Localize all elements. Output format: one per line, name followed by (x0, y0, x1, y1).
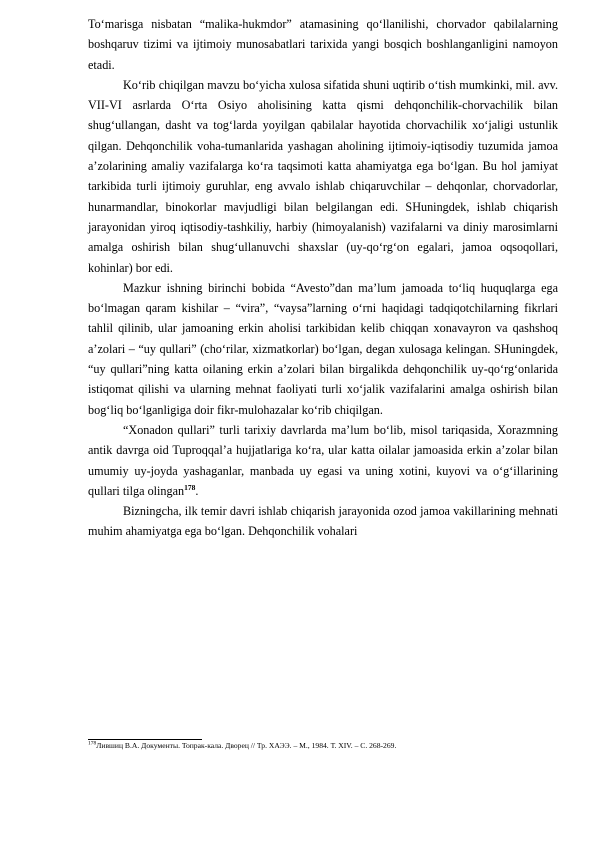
paragraph-2-text: Ko‘rib chiqilgan mavzu bo‘yicha xulosa sifatida shuni uqtirib o‘tish mumkinki, mil. avv. VII-VI asrlarda O‘rta Osiyo aholisining katta qismi dehqonchilik-chorvachilik bilan shug‘ullangan, dasht va tog‘larda yoyilgan qabilalar hayotida chorvachilik xo‘jaligi ustunlik qilgan. Dehqonchilik voha-tumanlarida yashagan aholining ijtimoiy-iqtisodiy tuzumida jamoa a’zolarining amaliy vazifalarga ko‘ra taqsimoti katta ahamiyatga ega bo‘lgan. Bu hol jamiyat tarkibida turli ijtimoiy guruhlar, eng avvalo ishlab chiqaruvchilar – dehqonlar, chorvadorlar, hunarmandlar, binokorlar mavjudligi bilan belgilangan edi. SHuningdek, ishlab chiqarish jarayonidan yiroq iqtisodiy-tashkiliy, harbiy (himoyalanish) vazifalarni va diniy marosimlarni amalga oshirish bilan shug‘ullanuvchi shaxslar (uy-qo‘rg‘on egalari, jamoa oqsoqollari, kohinlar) bor edi. (88, 77, 558, 275)
paragraph-4-text: “Xonadon qullari” turli tarixiy davrlarda ma’lum bo‘lib, misol tariqasida, Xorazmning antik davrga oid Tuproqqal’a hujjatlariga ko‘ra, ular katta oilalar jamoasida erkin a’zolar bilan umumiy uy-joyda yashaganlar, manbada uy egasi va uning xotini, kuyovi va o‘g‘illarining qullari tilga olingan (88, 422, 558, 498)
footnote-number: 178 (88, 740, 97, 747)
paragraph-2 (88, 75, 558, 278)
footnote-reference[interactable]: 178 (184, 482, 196, 492)
paragraph-3 (88, 278, 558, 420)
paragraph-4 (88, 420, 558, 501)
paragraph-1 (88, 14, 558, 75)
paragraph-5 (88, 501, 558, 542)
paragraph-4-end: . (195, 483, 199, 498)
paragraph-3-text: Mazkur ishning birinchi bobida “Avesto”dan ma’lum jamoada to‘liq huquqlarga ega bo‘lmagan qaram kishilar – “vira”, “vaysa”larning o‘rni haqidagi tadqiqotchilarning fikrlari tahlil qilinib, ular jamoaning erkin aholisi tarkibidan kelib chiqqan xonavayron va qashshoq a’zolari – “uy qullari” (cho‘rilar, xizmatkorlar) bo‘lgan, degan xulosaga kelingan. SHuningdek, “uy qullari”ning katta oilaning erkin a’zolari bilan birgalikda dehqonchilik uy-qo‘rg‘onlarida istiqomat qilishi va ularning mehnat faoliyati turli xo‘jalik vazifalarini amalga oshirish bilan bog‘liq bo‘lganligiga doir fikr-mulohazalar ko‘rib chiqilgan. (88, 280, 558, 417)
footnote-text: Лившиц В.А. Документы. Топрак-кала. Дворец // Тр. ХАЭЭ. – М., 1984. Т. XIV. – С. 268-269. (96, 741, 397, 750)
paragraph-5-text: Bizningcha, ilk temir davri ishlab chiqarish jarayonida ozod jamoa vakillarining mehnati muhim ahamiyatga ega bo‘lgan. Dehqonchilik vohalari (88, 504, 558, 539)
body-text (88, 14, 558, 542)
paragraph-1-text: To‘marisga nisbatan “malika-hukmdor” atamasining qo‘llanilishi, chorvador qabilalarning boshqaruv tizimi va ijtimoiy munosabatlari tarixida yangi bosqich boshlanganligini namoyon etadi. (88, 17, 558, 72)
footnote-divider (88, 739, 202, 740)
footnote (88, 741, 558, 751)
